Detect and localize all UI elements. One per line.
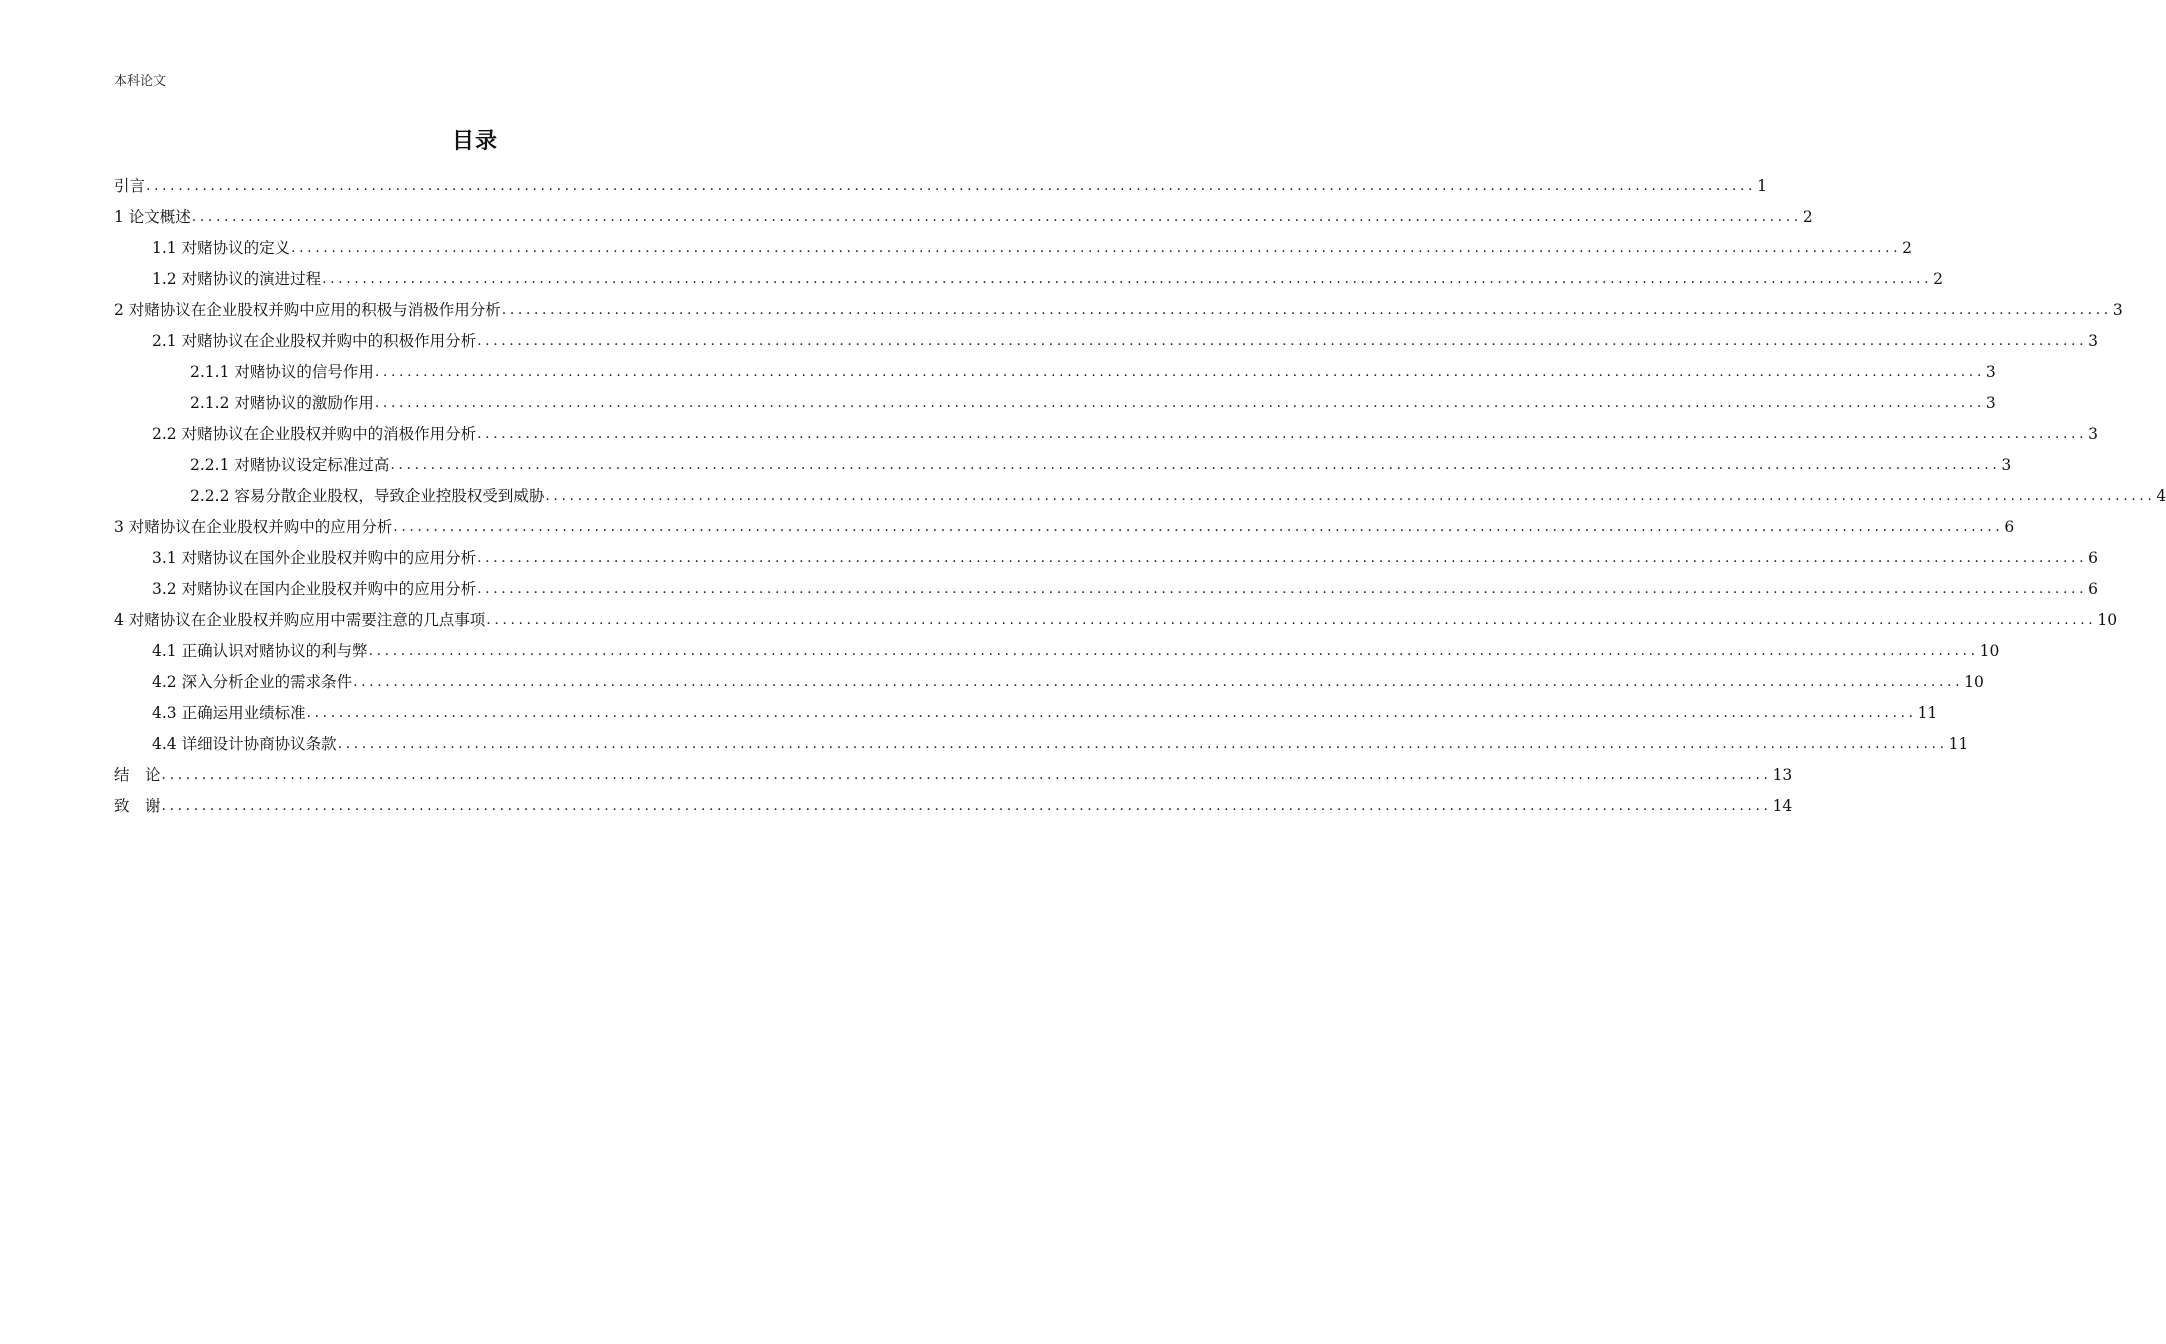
toc-entry-text: 4 对赌协议在企业股权并购应用中需要注意的几点事项 xyxy=(114,611,486,629)
toc-entry[interactable] xyxy=(114,388,1996,419)
toc-entry-page: 2 xyxy=(1933,270,1943,288)
toc-entry[interactable] xyxy=(114,636,2000,667)
toc-entry-page: 10 xyxy=(2097,611,2118,629)
toc-dot-leader: ........................................................................................................................................................................................................ xyxy=(393,519,2004,535)
toc-entry-text: 引言 xyxy=(114,177,146,195)
toc-entry[interactable] xyxy=(114,419,2099,450)
toc-entry[interactable] xyxy=(114,698,1938,729)
toc-dot-leader: ........................................................................................................................................................................................................ xyxy=(477,333,2088,349)
toc-entry-text: 3.1 对赌协议在国外企业股权并购中的应用分析 xyxy=(152,549,477,567)
toc-entry[interactable] xyxy=(114,326,2099,357)
toc-entry-text: 结 论 xyxy=(114,766,161,784)
toc-dot-leader: ........................................................................................................................................................................................................ xyxy=(477,550,2088,566)
toc-entry-page: 2 xyxy=(1802,208,1813,226)
toc-entry[interactable] xyxy=(114,357,1996,388)
toc-entry-text: 2.2 对赌协议在企业股权并购中的消极作用分析 xyxy=(152,425,477,443)
toc-dot-leader: ........................................................................................................................................................................................................ xyxy=(501,302,2112,318)
toc-dot-leader: ........................................................................................................................................................................................................ xyxy=(161,798,1772,814)
toc-dot-leader: ........................................................................................................................................................................................................ xyxy=(337,736,1948,752)
toc-entry[interactable] xyxy=(114,233,1912,264)
toc-entry-text: 4.4 详细设计协商协议条款 xyxy=(152,735,337,753)
toc-entry-page: 3 xyxy=(2112,301,2123,319)
table-of-contents xyxy=(114,171,2166,822)
toc-entry[interactable] xyxy=(114,512,2015,543)
toc-entry-page: 1 xyxy=(1757,177,1767,195)
toc-entry-text: 1 论文概述 xyxy=(114,208,191,226)
toc-dot-leader: ........................................................................................................................................................................................................ xyxy=(306,705,1917,721)
toc-entry-text: 2.1.1 对赌协议的信号作用 xyxy=(190,363,374,381)
toc-entry[interactable] xyxy=(114,171,1767,202)
toc-entry-page: 14 xyxy=(1772,797,1793,815)
toc-entry[interactable] xyxy=(114,543,2099,574)
toc-entry-text: 2 对赌协议在企业股权并购中应用的积极与消极作用分析 xyxy=(114,301,501,319)
toc-entry-page: 3 xyxy=(1985,363,1996,381)
toc-dot-leader: ........................................................................................................................................................................................................ xyxy=(486,612,2097,628)
toc-entry-text: 2.1 对赌协议在企业股权并购中的积极作用分析 xyxy=(152,332,477,350)
toc-entry-text: 2.2.2 容易分散企业股权，导致企业控股权受到威胁 xyxy=(190,487,545,505)
running-header: 本科论文 xyxy=(114,74,167,89)
toc-entry[interactable] xyxy=(114,605,2118,636)
toc-dot-leader: ........................................................................................................................................................................................................ xyxy=(146,178,1757,194)
toc-entry-text: 4.1 正确认识对赌协议的利与弊 xyxy=(152,642,368,660)
toc-dot-leader: ........................................................................................................................................................................................................ xyxy=(545,488,2156,504)
toc-entry-page: 4 xyxy=(2156,487,2166,505)
toc-entry-page: 3 xyxy=(2088,332,2099,350)
toc-entry-page: 10 xyxy=(1979,642,2000,660)
toc-entry-page: 10 xyxy=(1964,673,1984,691)
toc-dot-leader: ........................................................................................................................................................................................................ xyxy=(477,426,2088,442)
toc-entry-text: 1.1 对赌协议的定义 xyxy=(152,239,291,257)
toc-dot-leader: ........................................................................................................................................................................................................ xyxy=(477,581,2088,597)
toc-dot-leader: ........................................................................................................................................................................................................ xyxy=(374,364,1985,380)
toc-entry[interactable] xyxy=(114,295,2123,326)
toc-entry-page: 3 xyxy=(2088,425,2099,443)
toc-dot-leader: ........................................................................................................................................................................................................ xyxy=(322,271,1933,287)
toc-entry[interactable] xyxy=(114,729,1969,760)
toc-entry-page: 3 xyxy=(2001,456,2012,474)
toc-entry-text: 2.2.1 对赌协议设定标准过高 xyxy=(190,456,390,474)
toc-entry-text: 3 对赌协议在企业股权并购中的应用分析 xyxy=(114,518,393,536)
toc-entry[interactable] xyxy=(114,760,1793,791)
toc-entry-text: 3.2 对赌协议在国内企业股权并购中的应用分析 xyxy=(152,580,477,598)
toc-entry-page: 6 xyxy=(2088,549,2099,567)
toc-dot-leader: ........................................................................................................................................................................................................ xyxy=(374,395,1985,411)
toc-entry-text: 致 谢 xyxy=(114,797,161,815)
toc-entry-text: 4.2 深入分析企业的需求条件 xyxy=(152,673,353,691)
toc-entry-page: 3 xyxy=(1985,394,1996,412)
toc-dot-leader: ........................................................................................................................................................................................................ xyxy=(191,209,1802,225)
toc-entry[interactable] xyxy=(114,450,2012,481)
toc-title: 目录 xyxy=(451,129,498,154)
toc-entry[interactable] xyxy=(114,264,1943,295)
toc-entry-page: 11 xyxy=(1948,735,1969,753)
toc-entry[interactable] xyxy=(114,481,2166,512)
toc-entry[interactable] xyxy=(114,202,1813,233)
toc-dot-leader: ........................................................................................................................................................................................................ xyxy=(161,767,1772,783)
toc-dot-leader: ........................................................................................................................................................................................................ xyxy=(291,240,1902,256)
toc-entry-page: 2 xyxy=(1902,239,1912,257)
toc-dot-leader: ........................................................................................................................................................................................................ xyxy=(390,457,2001,473)
toc-dot-leader: ........................................................................................................................................................................................................ xyxy=(368,643,1979,659)
toc-entry-page: 6 xyxy=(2088,580,2099,598)
toc-entry-page: 13 xyxy=(1772,766,1793,784)
toc-entry[interactable] xyxy=(114,574,2099,605)
toc-dot-leader: ........................................................................................................................................................................................................ xyxy=(353,674,1964,690)
toc-entry[interactable] xyxy=(114,791,1793,822)
toc-entry-page: 6 xyxy=(2004,518,2015,536)
toc-entry-text: 2.1.2 对赌协议的激励作用 xyxy=(190,394,374,412)
toc-entry-text: 1.2 对赌协议的演进过程 xyxy=(152,270,322,288)
toc-entry-page: 11 xyxy=(1917,704,1938,722)
toc-entry[interactable] xyxy=(114,667,1984,698)
toc-entry-text: 4.3 正确运用业绩标准 xyxy=(152,704,306,722)
